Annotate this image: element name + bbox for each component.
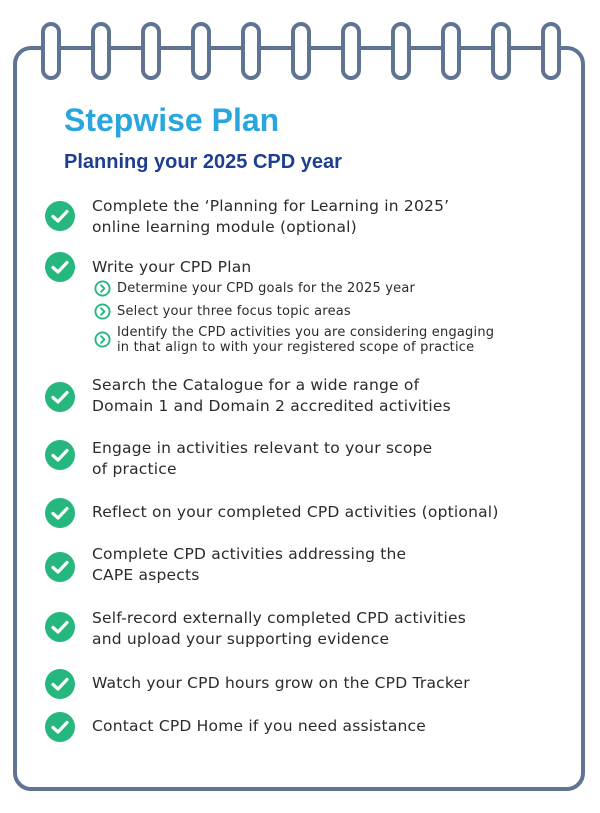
ring-icon xyxy=(241,22,261,80)
ring-icon xyxy=(141,22,161,80)
step-text xyxy=(92,438,432,480)
step-line: Domain 1 and Domain 2 accredited activities xyxy=(92,397,451,415)
page-title: Stepwise Plan xyxy=(64,102,280,138)
sub-step-text xyxy=(117,325,494,355)
step-text xyxy=(92,196,449,238)
sub-step-line: Select your three focus topic areas xyxy=(117,304,351,319)
ring-icon xyxy=(291,22,311,80)
sub-step-line: Identify the CPD activities you are considering engaging xyxy=(117,325,495,340)
step-line: Engage in activities relevant to your scope xyxy=(92,439,433,457)
step-line: Write your CPD Plan xyxy=(92,258,252,276)
step-text xyxy=(92,716,426,737)
ring-icon xyxy=(541,22,561,80)
page-subtitle: Planning your 2025 CPD year xyxy=(64,151,342,173)
check-circle-icon xyxy=(44,668,76,700)
check-circle-icon xyxy=(44,551,76,583)
step-line: online learning module (optional) xyxy=(92,218,357,236)
step-line: Search the Catalogue for a wide range of xyxy=(92,376,420,394)
check-circle-icon xyxy=(44,381,76,413)
step-line: CAPE aspects xyxy=(92,566,200,584)
ring-icon xyxy=(341,22,361,80)
chevron-circle-icon xyxy=(94,303,111,320)
step-line: Self-record externally completed CPD activities xyxy=(92,609,466,627)
ring-icon xyxy=(441,22,461,80)
step-line: and upload your supporting evidence xyxy=(92,630,390,648)
step-line: Complete the ‘Planning for Learning in 2025’ xyxy=(92,197,450,215)
ring-icon xyxy=(391,22,411,80)
step-text xyxy=(92,257,251,278)
step-text xyxy=(92,608,466,650)
sub-step-line: in that align to with your registered scope of practice xyxy=(117,340,475,355)
check-circle-icon xyxy=(44,711,76,743)
ring-icon xyxy=(41,22,61,80)
ring-icon xyxy=(191,22,211,80)
step-line: of practice xyxy=(92,460,177,478)
chevron-circle-icon xyxy=(94,331,111,348)
check-circle-icon xyxy=(44,251,76,283)
ring-icon xyxy=(491,22,511,80)
step-text xyxy=(92,502,499,523)
check-circle-icon xyxy=(44,611,76,643)
step-text xyxy=(92,544,406,586)
check-circle-icon xyxy=(44,439,76,471)
step-line: Watch your CPD hours grow on the CPD Tracker xyxy=(92,674,470,692)
step-line: Contact CPD Home if you need assistance xyxy=(92,717,427,735)
chevron-circle-icon xyxy=(94,280,111,297)
sub-step-line: Determine your CPD goals for the 2025 year xyxy=(117,281,416,296)
step-line: Complete CPD activities addressing the xyxy=(92,545,407,563)
step-text xyxy=(92,375,451,417)
step-line: Reflect on your completed CPD activities (optional) xyxy=(92,503,499,521)
ring-icon xyxy=(91,22,111,80)
spiral-binding xyxy=(0,0,600,90)
check-circle-icon xyxy=(44,497,76,529)
check-circle-icon xyxy=(44,200,76,232)
step-text xyxy=(92,673,470,694)
